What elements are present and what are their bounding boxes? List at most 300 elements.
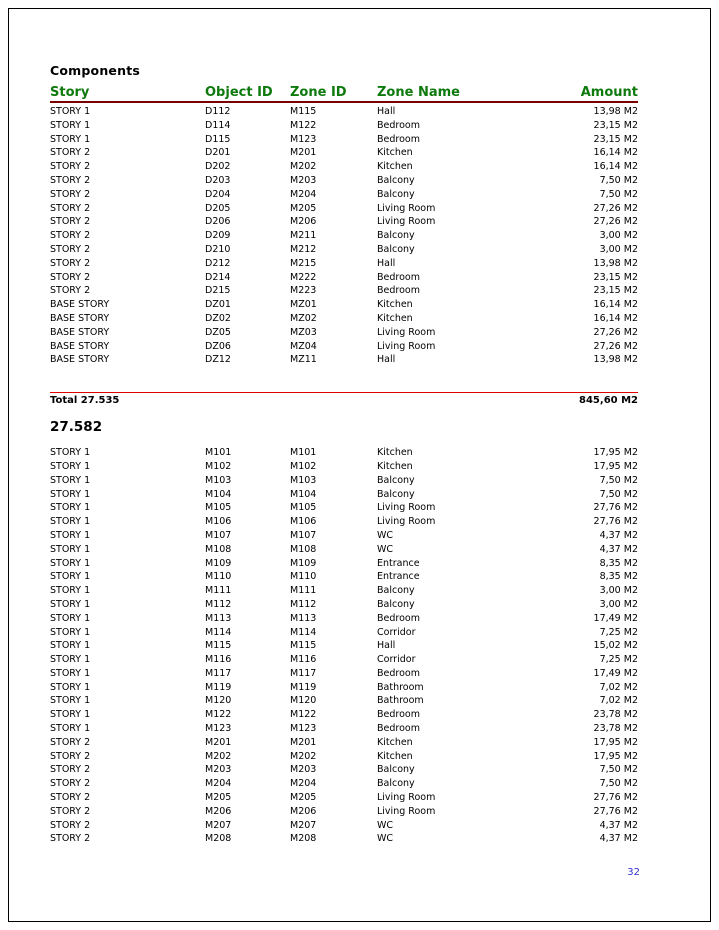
table-cell: M111: [205, 585, 232, 597]
table-cell: D206: [205, 216, 231, 228]
table-cell: Bedroom: [377, 612, 420, 624]
table-cell: 7,25 M2: [599, 626, 638, 638]
table-cell: Bedroom: [377, 723, 420, 735]
table-cell: STORY 1: [50, 723, 91, 735]
table-row: [50, 271, 638, 285]
table-row: [50, 133, 638, 147]
table-row: [50, 353, 638, 367]
table-row: [50, 612, 638, 626]
table-cell: M203: [205, 764, 232, 776]
table-cell: M208: [205, 833, 232, 845]
table-cell: M123: [290, 723, 317, 735]
table-cell: Living Room: [377, 202, 436, 214]
table-cell: 7,50 M2: [599, 174, 638, 186]
table-cell: 7,50 M2: [599, 764, 638, 776]
table-cell: STORY 1: [50, 654, 91, 666]
table-cell: STORY 1: [50, 681, 91, 693]
table-cell: 4,37 M2: [599, 529, 638, 541]
table-cell: STORY 2: [50, 271, 91, 283]
table-cell: BASE STORY: [50, 299, 110, 311]
table-row: [50, 515, 638, 529]
table-cell: M112: [290, 598, 317, 610]
table-row: [50, 174, 638, 188]
table-cell: 27,76 M2: [593, 502, 638, 514]
table-cell: STORY 2: [50, 161, 91, 173]
table-row: [50, 805, 638, 819]
table-cell: 8,35 M2: [599, 571, 638, 583]
table-cell: Living Room: [377, 805, 436, 817]
table-cell: Kitchen: [377, 750, 413, 762]
table-cell: STORY 2: [50, 750, 91, 762]
table-cell: Kitchen: [377, 736, 413, 748]
table-cell: Balcony: [377, 764, 415, 776]
table-cell: M203: [290, 174, 317, 186]
group1-total-row: [50, 392, 638, 408]
table-cell: 7,50 M2: [599, 778, 638, 790]
table-cell: M201: [205, 736, 232, 748]
table-cell: M114: [205, 626, 232, 638]
table-row: [50, 105, 638, 119]
table-cell: DZ05: [205, 326, 231, 338]
table-cell: M123: [205, 723, 232, 735]
table-cell: 27,26 M2: [593, 216, 638, 228]
table-row: [50, 215, 638, 229]
table-cell: Hall: [377, 257, 396, 269]
table-cell: 7,02 M2: [599, 681, 638, 693]
group1-total-label: Total 27.535: [50, 395, 120, 407]
table-cell: 13,98 M2: [593, 257, 638, 269]
table-cell: BASE STORY: [50, 340, 110, 352]
table-cell: D112: [205, 106, 231, 117]
table-cell: Hall: [377, 640, 396, 652]
table-cell: STORY 2: [50, 792, 91, 804]
table-cell: M107: [290, 529, 317, 541]
table-cell: 7,50 M2: [599, 188, 638, 200]
table-cell: M202: [290, 161, 317, 173]
table-cell: Living Room: [377, 516, 436, 528]
table-cell: 3,00 M2: [599, 598, 638, 610]
table-cell: Hall: [377, 354, 396, 366]
table-cell: STORY 2: [50, 736, 91, 748]
table-cell: 4,37 M2: [599, 543, 638, 555]
table-cell: Kitchen: [377, 299, 413, 311]
table-row: [50, 708, 638, 722]
table-cell: STORY 1: [50, 529, 91, 541]
table-cell: M205: [290, 792, 317, 804]
table-row: [50, 119, 638, 133]
table-cell: M106: [205, 516, 232, 528]
table-cell: M122: [290, 709, 317, 721]
table-cell: MZ02: [290, 312, 317, 324]
column-header-object-id: Object ID: [205, 85, 273, 100]
table-cell: STORY 2: [50, 833, 91, 845]
table-row: [50, 639, 638, 653]
table-cell: Corridor: [377, 654, 416, 666]
table-cell: M205: [290, 202, 317, 214]
table-cell: M101: [290, 447, 317, 459]
table-cell: D210: [205, 243, 231, 255]
table-cell: M205: [205, 792, 232, 804]
table-cell: D204: [205, 188, 231, 200]
column-header-zone-name: Zone Name: [377, 85, 460, 100]
table-cell: M222: [290, 271, 317, 283]
table-row: [50, 736, 638, 750]
table-row: [50, 626, 638, 640]
table-row: [50, 243, 638, 257]
table-row: [50, 791, 638, 805]
table-cell: M103: [290, 474, 317, 486]
table-cell: 23,15 M2: [593, 133, 638, 145]
table-cell: M211: [290, 230, 317, 242]
table-cell: M223: [290, 285, 317, 297]
table-cell: 17,95 M2: [593, 736, 638, 748]
report-content: [9, 9, 710, 846]
table-cell: M215: [290, 257, 317, 269]
table-cell: Living Room: [377, 340, 436, 352]
table-cell: Kitchen: [377, 312, 413, 324]
table-cell: 7,50 M2: [599, 488, 638, 500]
table-cell: 13,98 M2: [593, 354, 638, 366]
table-cell: M110: [290, 571, 317, 583]
table-cell: M206: [290, 805, 317, 817]
table-cell: M115: [205, 640, 232, 652]
table-cell: D205: [205, 202, 231, 214]
table-cell: 17,95 M2: [593, 750, 638, 762]
table-cell: M206: [205, 805, 232, 817]
table-row: [50, 284, 638, 298]
table-cell: 16,14 M2: [593, 161, 638, 173]
table-cell: M109: [205, 557, 232, 569]
table-cell: STORY 1: [50, 119, 91, 131]
table-row: [50, 681, 638, 695]
table-cell: Bedroom: [377, 119, 420, 131]
table-cell: 27,76 M2: [593, 805, 638, 817]
table-cell: STORY 1: [50, 447, 91, 459]
table-cell: STORY 1: [50, 133, 91, 145]
table-cell: M102: [205, 460, 232, 472]
table-cell: M114: [290, 626, 317, 638]
table-cell: D212: [205, 257, 231, 269]
table-cell: D215: [205, 285, 231, 297]
table-cell: M201: [290, 736, 317, 748]
table-cell: Balcony: [377, 598, 415, 610]
table-cell: Bedroom: [377, 133, 420, 145]
table-row: [50, 312, 638, 326]
table-row: [50, 667, 638, 681]
table-cell: STORY 1: [50, 516, 91, 528]
table-cell: WC: [377, 833, 394, 845]
table-cell: Balcony: [377, 230, 415, 242]
table-cell: Entrance: [377, 571, 420, 583]
table-cell: STORY 2: [50, 257, 91, 269]
table-cell: Kitchen: [377, 447, 413, 459]
table-cell: M204: [290, 778, 317, 790]
table-cell: MZ03: [290, 326, 317, 338]
table-row: [50, 750, 638, 764]
table-cell: STORY 1: [50, 474, 91, 486]
table-cell: M208: [290, 833, 317, 845]
table-cell: D214: [205, 271, 231, 283]
table-cell: Kitchen: [377, 147, 413, 159]
table-row: [50, 529, 638, 543]
table-row: [50, 340, 638, 354]
table-cell: M201: [290, 147, 317, 159]
table-cell: 4,37 M2: [599, 833, 638, 845]
table-cell: STORY 1: [50, 106, 91, 117]
table-cell: STORY 1: [50, 667, 91, 679]
table-row: [50, 501, 638, 515]
table-cell: 3,00 M2: [599, 230, 638, 242]
table-cell: 4,37 M2: [599, 819, 638, 831]
table-cell: 8,35 M2: [599, 557, 638, 569]
table-row: [50, 570, 638, 584]
table-cell: DZ02: [205, 312, 231, 324]
components-table-group2: [50, 446, 638, 846]
table-cell: M120: [290, 695, 317, 707]
table-cell: M105: [290, 502, 317, 514]
column-header-zone-id: Zone ID: [290, 85, 347, 100]
table-cell: M122: [205, 709, 232, 721]
table-cell: M206: [290, 216, 317, 228]
table-cell: STORY 2: [50, 805, 91, 817]
table-cell: 17,49 M2: [593, 667, 638, 679]
table-cell: 27,26 M2: [593, 326, 638, 338]
table-cell: Bedroom: [377, 285, 420, 297]
components-table-group1: [50, 105, 638, 367]
table-row: [50, 777, 638, 791]
table-cell: Hall: [377, 106, 396, 117]
table-cell: M104: [205, 488, 232, 500]
table-cell: 23,15 M2: [593, 285, 638, 297]
table-cell: Bedroom: [377, 271, 420, 283]
table-row: [50, 229, 638, 243]
table-cell: STORY 1: [50, 557, 91, 569]
table-cell: STORY 1: [50, 626, 91, 638]
table-cell: Bedroom: [377, 667, 420, 679]
report-page: [8, 8, 711, 922]
table-row: [50, 694, 638, 708]
table-cell: D202: [205, 161, 231, 173]
table-cell: BASE STORY: [50, 354, 110, 366]
table-cell: MZ04: [290, 340, 317, 352]
table-cell: M207: [205, 819, 232, 831]
page-title: Components: [50, 63, 141, 78]
table-row: [50, 202, 638, 216]
table-cell: Balcony: [377, 474, 415, 486]
table-cell: M204: [205, 778, 232, 790]
table-row: [50, 160, 638, 174]
table-cell: 23,15 M2: [593, 119, 638, 131]
table-row: [50, 598, 638, 612]
table-cell: STORY 2: [50, 764, 91, 776]
table-cell: M103: [205, 474, 232, 486]
table-cell: Living Room: [377, 792, 436, 804]
table-cell: STORY 2: [50, 147, 91, 159]
table-cell: 16,14 M2: [593, 312, 638, 324]
table-cell: STORY 1: [50, 695, 91, 707]
table-cell: MZ01: [290, 299, 317, 311]
table-row: [50, 460, 638, 474]
table-cell: STORY 1: [50, 488, 91, 500]
table-cell: Balcony: [377, 174, 415, 186]
table-row: [50, 832, 638, 846]
table-cell: STORY 2: [50, 216, 91, 228]
table-cell: WC: [377, 819, 394, 831]
table-cell: MZ11: [290, 354, 317, 366]
table-cell: 16,14 M2: [593, 147, 638, 159]
table-row: [50, 446, 638, 460]
table-cell: Entrance: [377, 557, 420, 569]
table-cell: D203: [205, 174, 231, 186]
table-cell: Living Room: [377, 216, 436, 228]
table-cell: M122: [290, 119, 317, 131]
table-cell: DZ12: [205, 354, 231, 366]
table-cell: 16,14 M2: [593, 299, 638, 311]
table-cell: M104: [290, 488, 317, 500]
table-cell: STORY 1: [50, 571, 91, 583]
table-cell: M111: [290, 585, 317, 597]
table-cell: Balcony: [377, 778, 415, 790]
table-cell: STORY 1: [50, 709, 91, 721]
table-row: [50, 722, 638, 736]
table-cell: STORY 2: [50, 174, 91, 186]
table-row: [50, 298, 638, 312]
table-row: [50, 146, 638, 160]
table-cell: STORY 2: [50, 285, 91, 297]
table-row: [50, 653, 638, 667]
table-cell: STORY 1: [50, 585, 91, 597]
table-cell: STORY 2: [50, 243, 91, 255]
table-cell: Kitchen: [377, 460, 413, 472]
table-cell: D209: [205, 230, 231, 242]
table-cell: M119: [205, 681, 232, 693]
table-cell: M202: [290, 750, 317, 762]
table-cell: STORY 1: [50, 598, 91, 610]
table-cell: M113: [205, 612, 232, 624]
table-cell: M115: [290, 640, 317, 652]
table-row: [50, 584, 638, 598]
table-row: [50, 188, 638, 202]
table-cell: Bathroom: [377, 695, 424, 707]
table-cell: M108: [205, 543, 232, 555]
table-row: [50, 488, 638, 502]
table-cell: STORY 2: [50, 819, 91, 831]
table-cell: 13,98 M2: [593, 106, 638, 117]
table-cell: D114: [205, 119, 231, 131]
column-header-amount: Amount: [580, 85, 638, 100]
table-cell: STORY 1: [50, 460, 91, 472]
table-cell: 23,15 M2: [593, 271, 638, 283]
table-row: [50, 326, 638, 340]
table-cell: WC: [377, 543, 394, 555]
table-cell: STORY 1: [50, 640, 91, 652]
table-cell: BASE STORY: [50, 312, 110, 324]
table-cell: 7,25 M2: [599, 654, 638, 666]
table-cell: M105: [205, 502, 232, 514]
table-cell: DZ06: [205, 340, 231, 352]
table-cell: M117: [205, 667, 232, 679]
table-cell: M108: [290, 543, 317, 555]
table-cell: STORY 2: [50, 188, 91, 200]
table-cell: M202: [205, 750, 232, 762]
table-cell: WC: [377, 529, 394, 541]
table-cell: 27,76 M2: [593, 792, 638, 804]
table-cell: 27,76 M2: [593, 516, 638, 528]
table-cell: M109: [290, 557, 317, 569]
table-cell: STORY 1: [50, 612, 91, 624]
table-cell: 3,00 M2: [599, 585, 638, 597]
table-cell: M101: [205, 447, 232, 459]
table-cell: 27,26 M2: [593, 202, 638, 214]
table-cell: M116: [205, 654, 232, 666]
table-cell: 17,95 M2: [593, 460, 638, 472]
table-cell: D201: [205, 147, 231, 159]
table-row: [50, 763, 638, 777]
table-cell: M110: [205, 571, 232, 583]
group2-heading: 27.582: [50, 419, 103, 436]
table-cell: M203: [290, 764, 317, 776]
table-cell: M102: [290, 460, 317, 472]
table-row: [50, 819, 638, 833]
table-cell: Balcony: [377, 188, 415, 200]
table-row: [50, 474, 638, 488]
table-cell: M106: [290, 516, 317, 528]
table-cell: 7,50 M2: [599, 474, 638, 486]
table-cell: 3,00 M2: [599, 243, 638, 255]
table-cell: M113: [290, 612, 317, 624]
group1-total-amount: 845,60 M2: [579, 395, 638, 407]
table-row: [50, 543, 638, 557]
table-cell: Living Room: [377, 502, 436, 514]
table-cell: M207: [290, 819, 317, 831]
table-cell: 17,49 M2: [593, 612, 638, 624]
table-cell: M107: [205, 529, 232, 541]
table-cell: 27,26 M2: [593, 340, 638, 352]
table-cell: Living Room: [377, 326, 436, 338]
table-cell: 15,02 M2: [593, 640, 638, 652]
table-cell: 23,78 M2: [593, 723, 638, 735]
table-cell: DZ01: [205, 299, 231, 311]
table-header-row: [50, 85, 638, 103]
table-cell: M204: [290, 188, 317, 200]
table-cell: M116: [290, 654, 317, 666]
table-cell: D115: [205, 133, 231, 145]
table-cell: Corridor: [377, 626, 416, 638]
table-cell: Balcony: [377, 243, 415, 255]
table-cell: M123: [290, 133, 317, 145]
table-cell: 23,78 M2: [593, 709, 638, 721]
table-cell: M115: [290, 106, 317, 117]
table-cell: M120: [205, 695, 232, 707]
table-cell: STORY 2: [50, 778, 91, 790]
table-cell: STORY 1: [50, 543, 91, 555]
table-cell: Balcony: [377, 488, 415, 500]
table-cell: Kitchen: [377, 161, 413, 173]
table-cell: M119: [290, 681, 317, 693]
table-cell: BASE STORY: [50, 326, 110, 338]
table-cell: 7,02 M2: [599, 695, 638, 707]
page-number: 32: [627, 867, 640, 878]
table-cell: M212: [290, 243, 317, 255]
table-cell: STORY 2: [50, 202, 91, 214]
table-cell: STORY 1: [50, 502, 91, 514]
table-cell: Balcony: [377, 585, 415, 597]
table-cell: STORY 2: [50, 230, 91, 242]
table-cell: 17,95 M2: [593, 447, 638, 459]
table-row: [50, 257, 638, 271]
table-row: [50, 557, 638, 571]
column-header-story: Story: [50, 85, 90, 100]
